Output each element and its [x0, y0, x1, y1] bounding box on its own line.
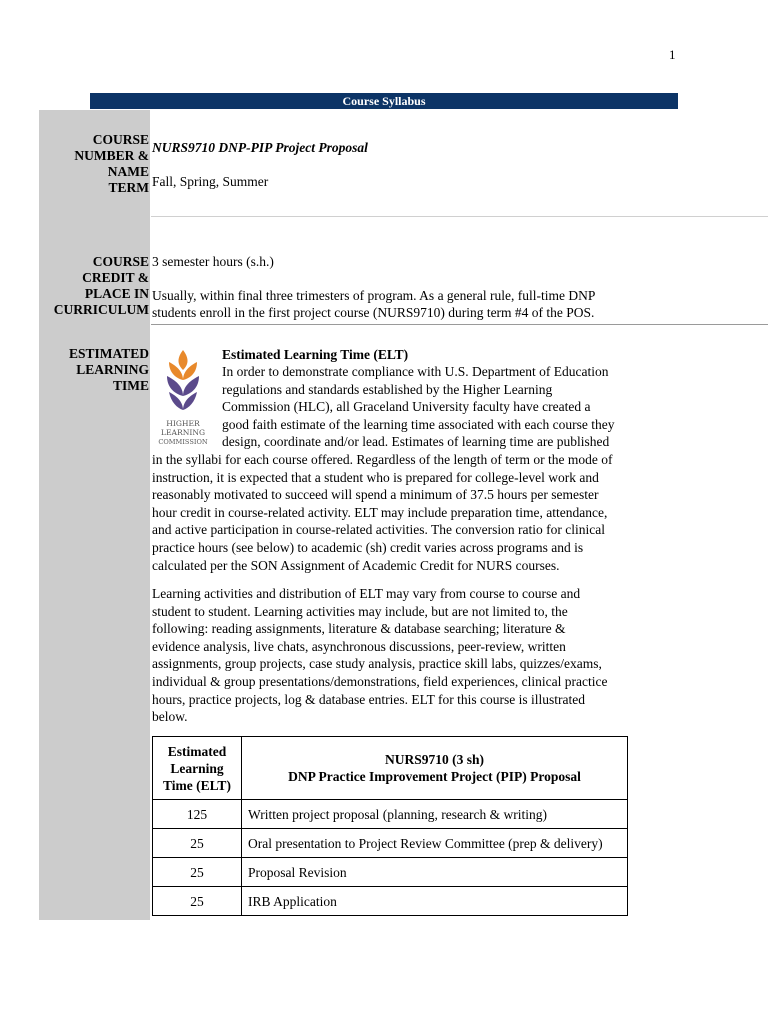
elt-paragraph-1: in the syllabi for each course offered. Regardless of the length of term or the mode of instruction, it is expected that a student who is prepared for college-level work and reasonably motivated to succeed will spend a minimum of 37.5 hours per semester hour credit in course-related activity. ELT may include preparation time, attendance, and active participation in course-related activities. The conversion ratio for clinical practice hours (see below) to academic (sh) credit varies across programs and is calculated per the SON Assignment of Academic Credit for NURS courses. [152, 452, 613, 573]
elt-hours: 125 [153, 800, 242, 829]
elt-paragraph-1-indented: In order to demonstrate compliance with U.S. Department of Education regulations and standards established by the Higher Learning Commission (HLC), all Graceland University faculty have created a good faith estimate of the learning time associated with each course they design, coordinate and/or lead. Estimates of learning time are published [222, 364, 615, 450]
svg-text:LEARNING: LEARNING [160, 428, 206, 437]
header-course: NURS9710 (3 sh) DNP Practice Improvement Project (PIP) Proposal [242, 737, 628, 800]
table-row [153, 829, 628, 858]
table-row [153, 800, 628, 829]
higher-learning-commission-logo [155, 348, 211, 448]
elt-activity: IRB Application [242, 887, 628, 916]
table-header-row [153, 737, 628, 800]
label-column [39, 110, 150, 920]
course-credit-label: COURSE CREDIT & PLACE IN CURRICULUM [53, 254, 149, 317]
header-elt: Estimated Learning Time (ELT) [153, 737, 242, 800]
elt-activity: Oral presentation to Project Review Committee (prep & delivery) [242, 829, 628, 858]
svg-text:COMMISSION: COMMISSION [158, 438, 208, 446]
elt-paragraph-2: Learning activities and distribution of ELT may vary from course to course and student to student. Learning activities may include, but are not limited to, the following: reading assignments, literature & database searching; literature & evidence analysis, live chats, asynchronous discussions, peer-review, written assignments, group projects, case study analysis, practice skill labs, quizzes/exams, individual & group presentations/demonstrations, field experiences, clinical practice hours, practice projects, log & database entries. ELT for this course is illustrated below. [152, 586, 608, 725]
estimated-learning-time-label: ESTIMATED LEARNING TIME [68, 346, 149, 393]
course-number-label: COURSE NUMBER & NAME TERM [74, 132, 149, 195]
course-term: Fall, Spring, Summer [152, 174, 269, 189]
credit-hours: 3 semester hours (s.h.) [152, 254, 274, 269]
elt-hours: 25 [153, 858, 242, 887]
course-syllabus-banner: Course Syllabus [90, 93, 678, 109]
elt-activity: Proposal Revision [242, 858, 628, 887]
elt-hours: 25 [153, 887, 242, 916]
section-divider [151, 216, 768, 217]
elt-hours: 25 [153, 829, 242, 858]
page-number: 1 [669, 47, 676, 62]
svg-text:HIGHER: HIGHER [166, 419, 200, 428]
curriculum-placement: Usually, within final three trimesters of program. As a general rule, full-time DNP students enroll in the first project course (NURS9710) during term #4 of the POS. [152, 288, 596, 320]
section-divider [151, 324, 768, 325]
elt-table [152, 736, 628, 916]
table-row [153, 858, 628, 887]
elt-activity: Written project proposal (planning, research & writing) [242, 800, 628, 829]
course-name: NURS9710 DNP-PIP Project Proposal [152, 140, 368, 155]
table-row [153, 887, 628, 916]
elt-heading: Estimated Learning Time (ELT) [222, 347, 409, 362]
